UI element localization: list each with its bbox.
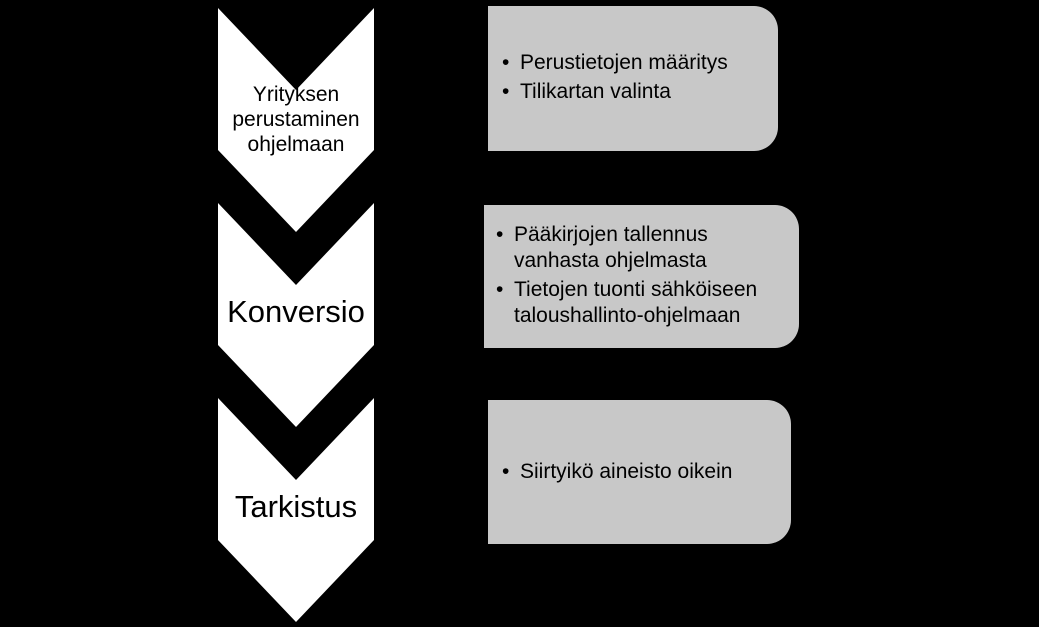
step-3-label-line-1: Tarkistus (234, 489, 358, 524)
step-1-label-line-3: ohjelmaan (247, 133, 345, 156)
bullet-icon: • (502, 80, 510, 103)
bullet-icon: • (502, 51, 510, 74)
step-1-label (218, 82, 374, 157)
step-1-detail-1: Perustietojen määritys (520, 51, 728, 74)
bullet-icon: • (502, 460, 510, 483)
step-2-details-list (496, 222, 799, 332)
step-1-details-list (502, 50, 778, 108)
bullet-icon: • (496, 222, 504, 246)
step-3-details-list (502, 459, 791, 485)
list-item (502, 79, 778, 105)
step-2-detail-2: Tietojen tuonti sähköiseen taloushallinto-ohjelmaan (514, 277, 758, 327)
process-step-2 (218, 203, 374, 427)
step-2-detail-1: Pääkirjojen tallennus vanhasta ohjelmasta (514, 222, 708, 272)
process-step-3 (218, 398, 374, 622)
step-1-details-box (488, 6, 778, 151)
list-item (502, 459, 791, 485)
list-item (496, 222, 784, 274)
bullet-icon: • (496, 277, 504, 301)
step-2-details-box (484, 205, 799, 348)
step-3-details-box (488, 400, 791, 544)
step-1-detail-2: Tilikartan valinta (520, 80, 671, 103)
step-3-detail-1: Siirtyikö aineisto oikein (520, 460, 733, 483)
list-item (496, 277, 804, 329)
process-step-1 (218, 8, 374, 232)
step-2-label (218, 294, 374, 330)
list-item (502, 50, 778, 76)
step-1-label-line-1: Yrityksen (252, 83, 340, 106)
step-1-label-line-2: perustaminen (232, 108, 360, 131)
step-3-label (218, 489, 374, 525)
step-2-label-line-1: Konversio (227, 294, 365, 329)
